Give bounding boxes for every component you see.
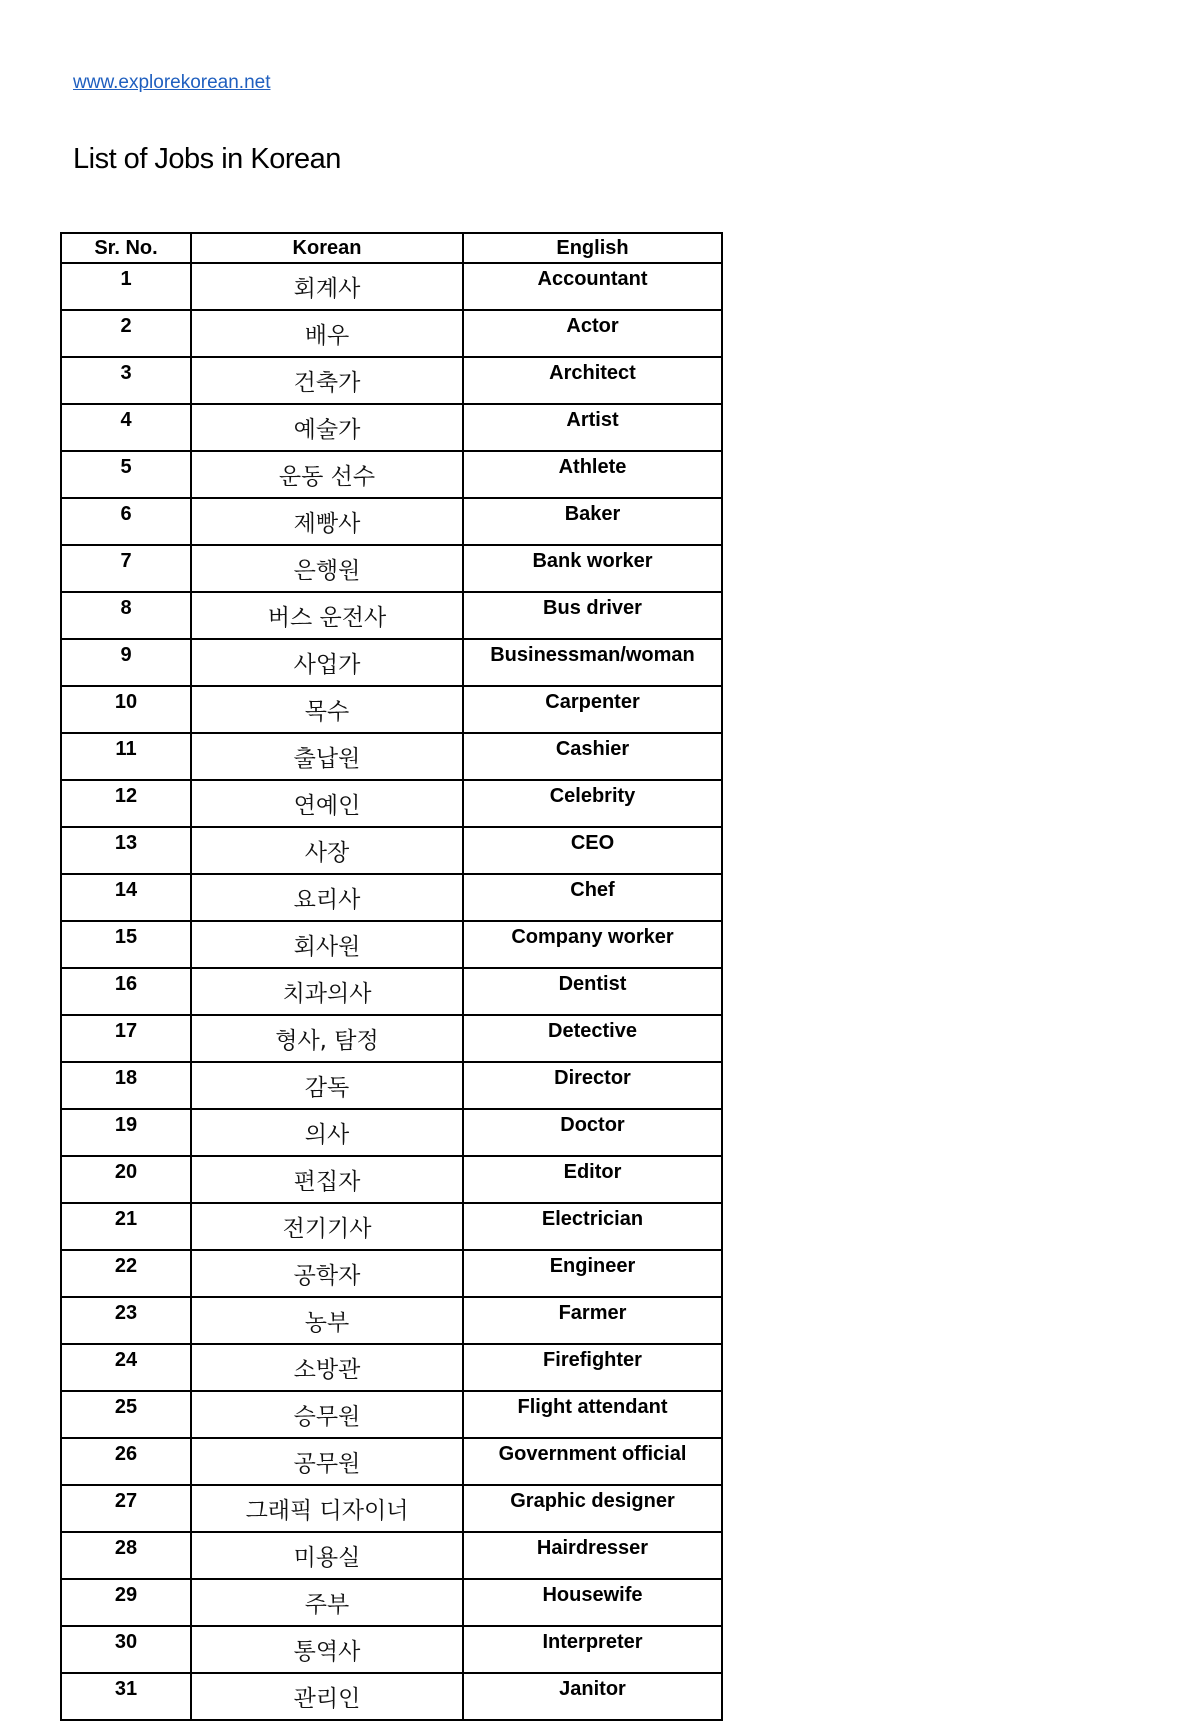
korean-cell: 사업가 bbox=[191, 639, 463, 686]
sr-no-cell: 6 bbox=[61, 498, 191, 545]
site-link[interactable]: www.explorekorean.net bbox=[73, 72, 271, 93]
korean-cell: 승무원 bbox=[191, 1391, 463, 1438]
english-cell: Bus driver bbox=[463, 592, 722, 639]
header-english: English bbox=[463, 233, 722, 263]
korean-cell: 농부 bbox=[191, 1297, 463, 1344]
english-cell: Doctor bbox=[463, 1109, 722, 1156]
table-row bbox=[61, 545, 722, 592]
korean-cell: 미용실 bbox=[191, 1532, 463, 1579]
english-cell: Janitor bbox=[463, 1673, 722, 1720]
sr-no-cell: 27 bbox=[61, 1485, 191, 1532]
sr-no-cell: 23 bbox=[61, 1297, 191, 1344]
sr-no-cell: 8 bbox=[61, 592, 191, 639]
english-cell: Farmer bbox=[463, 1297, 722, 1344]
korean-cell: 은행원 bbox=[191, 545, 463, 592]
korean-cell: 회사원 bbox=[191, 921, 463, 968]
sr-no-cell: 20 bbox=[61, 1156, 191, 1203]
english-cell: Engineer bbox=[463, 1250, 722, 1297]
korean-cell: 예술가 bbox=[191, 404, 463, 451]
korean-cell: 요리사 bbox=[191, 874, 463, 921]
korean-cell: 통역사 bbox=[191, 1626, 463, 1673]
sr-no-cell: 26 bbox=[61, 1438, 191, 1485]
english-cell: Cashier bbox=[463, 733, 722, 780]
table-header bbox=[61, 233, 722, 263]
sr-no-cell: 24 bbox=[61, 1344, 191, 1391]
table-row bbox=[61, 451, 722, 498]
sr-no-cell: 22 bbox=[61, 1250, 191, 1297]
korean-cell: 형사, 탐정 bbox=[191, 1015, 463, 1062]
sr-no-cell: 31 bbox=[61, 1673, 191, 1720]
table-row bbox=[61, 874, 722, 921]
sr-no-cell: 16 bbox=[61, 968, 191, 1015]
table-row bbox=[61, 592, 722, 639]
table-row bbox=[61, 1344, 722, 1391]
english-cell: Actor bbox=[463, 310, 722, 357]
english-cell: Carpenter bbox=[463, 686, 722, 733]
english-cell: Electrician bbox=[463, 1203, 722, 1250]
english-cell: Interpreter bbox=[463, 1626, 722, 1673]
table-row bbox=[61, 1250, 722, 1297]
sr-no-cell: 18 bbox=[61, 1062, 191, 1109]
table-row bbox=[61, 1438, 722, 1485]
korean-cell: 감독 bbox=[191, 1062, 463, 1109]
english-cell: Firefighter bbox=[463, 1344, 722, 1391]
korean-cell: 회계사 bbox=[191, 263, 463, 310]
table-row bbox=[61, 780, 722, 827]
korean-cell: 의사 bbox=[191, 1109, 463, 1156]
table-row bbox=[61, 1532, 722, 1579]
page-title: List of Jobs in Korean bbox=[73, 143, 341, 175]
english-cell: Artist bbox=[463, 404, 722, 451]
sr-no-cell: 25 bbox=[61, 1391, 191, 1438]
header-row bbox=[61, 233, 722, 263]
sr-no-cell: 2 bbox=[61, 310, 191, 357]
table-row bbox=[61, 1015, 722, 1062]
english-cell: Housewife bbox=[463, 1579, 722, 1626]
table-body bbox=[61, 263, 722, 1720]
korean-cell: 사장 bbox=[191, 827, 463, 874]
header-korean: Korean bbox=[191, 233, 463, 263]
korean-cell: 건축가 bbox=[191, 357, 463, 404]
sr-no-cell: 10 bbox=[61, 686, 191, 733]
sr-no-cell: 3 bbox=[61, 357, 191, 404]
table-row bbox=[61, 498, 722, 545]
korean-cell: 제빵사 bbox=[191, 498, 463, 545]
korean-cell: 운동 선수 bbox=[191, 451, 463, 498]
korean-cell: 공무원 bbox=[191, 1438, 463, 1485]
sr-no-cell: 5 bbox=[61, 451, 191, 498]
english-cell: Flight attendant bbox=[463, 1391, 722, 1438]
english-cell: Graphic designer bbox=[463, 1485, 722, 1532]
sr-no-cell: 14 bbox=[61, 874, 191, 921]
table-row bbox=[61, 310, 722, 357]
english-cell: Architect bbox=[463, 357, 722, 404]
english-cell: CEO bbox=[463, 827, 722, 874]
english-cell: Detective bbox=[463, 1015, 722, 1062]
table-row bbox=[61, 357, 722, 404]
sr-no-cell: 19 bbox=[61, 1109, 191, 1156]
jobs-table bbox=[60, 232, 723, 1721]
table-row bbox=[61, 733, 722, 780]
sr-no-cell: 12 bbox=[61, 780, 191, 827]
korean-cell: 소방관 bbox=[191, 1344, 463, 1391]
english-cell: Hairdresser bbox=[463, 1532, 722, 1579]
sr-no-cell: 29 bbox=[61, 1579, 191, 1626]
table-row bbox=[61, 1156, 722, 1203]
english-cell: Businessman/woman bbox=[463, 639, 722, 686]
table-row bbox=[61, 968, 722, 1015]
english-cell: Bank worker bbox=[463, 545, 722, 592]
table-row bbox=[61, 1391, 722, 1438]
english-cell: Company worker bbox=[463, 921, 722, 968]
english-cell: Athlete bbox=[463, 451, 722, 498]
english-cell: Dentist bbox=[463, 968, 722, 1015]
sr-no-cell: 7 bbox=[61, 545, 191, 592]
korean-cell: 버스 운전사 bbox=[191, 592, 463, 639]
korean-cell: 그래픽 디자이너 bbox=[191, 1485, 463, 1532]
table-row bbox=[61, 263, 722, 310]
table-row bbox=[61, 686, 722, 733]
table-row bbox=[61, 827, 722, 874]
sr-no-cell: 30 bbox=[61, 1626, 191, 1673]
korean-cell: 목수 bbox=[191, 686, 463, 733]
english-cell: Baker bbox=[463, 498, 722, 545]
sr-no-cell: 21 bbox=[61, 1203, 191, 1250]
english-cell: Accountant bbox=[463, 263, 722, 310]
table-row bbox=[61, 1485, 722, 1532]
korean-cell: 주부 bbox=[191, 1579, 463, 1626]
korean-cell: 출납원 bbox=[191, 733, 463, 780]
korean-cell: 공학자 bbox=[191, 1250, 463, 1297]
korean-cell: 치과의사 bbox=[191, 968, 463, 1015]
korean-cell: 전기기사 bbox=[191, 1203, 463, 1250]
table-row bbox=[61, 1203, 722, 1250]
sr-no-cell: 15 bbox=[61, 921, 191, 968]
sr-no-cell: 1 bbox=[61, 263, 191, 310]
sr-no-cell: 4 bbox=[61, 404, 191, 451]
sr-no-cell: 11 bbox=[61, 733, 191, 780]
table-row bbox=[61, 1297, 722, 1344]
table-row bbox=[61, 1626, 722, 1673]
korean-cell: 연예인 bbox=[191, 780, 463, 827]
table-row bbox=[61, 639, 722, 686]
english-cell: Editor bbox=[463, 1156, 722, 1203]
english-cell: Director bbox=[463, 1062, 722, 1109]
sr-no-cell: 17 bbox=[61, 1015, 191, 1062]
table-row bbox=[61, 1579, 722, 1626]
header-sr-no: Sr. No. bbox=[61, 233, 191, 263]
table-row bbox=[61, 404, 722, 451]
sr-no-cell: 13 bbox=[61, 827, 191, 874]
korean-cell: 관리인 bbox=[191, 1673, 463, 1720]
english-cell: Government official bbox=[463, 1438, 722, 1485]
korean-cell: 편집자 bbox=[191, 1156, 463, 1203]
sr-no-cell: 28 bbox=[61, 1532, 191, 1579]
sr-no-cell: 9 bbox=[61, 639, 191, 686]
english-cell: Chef bbox=[463, 874, 722, 921]
english-cell: Celebrity bbox=[463, 780, 722, 827]
table-row bbox=[61, 1062, 722, 1109]
table-row bbox=[61, 921, 722, 968]
table-row bbox=[61, 1673, 722, 1720]
korean-cell: 배우 bbox=[191, 310, 463, 357]
table-row bbox=[61, 1109, 722, 1156]
